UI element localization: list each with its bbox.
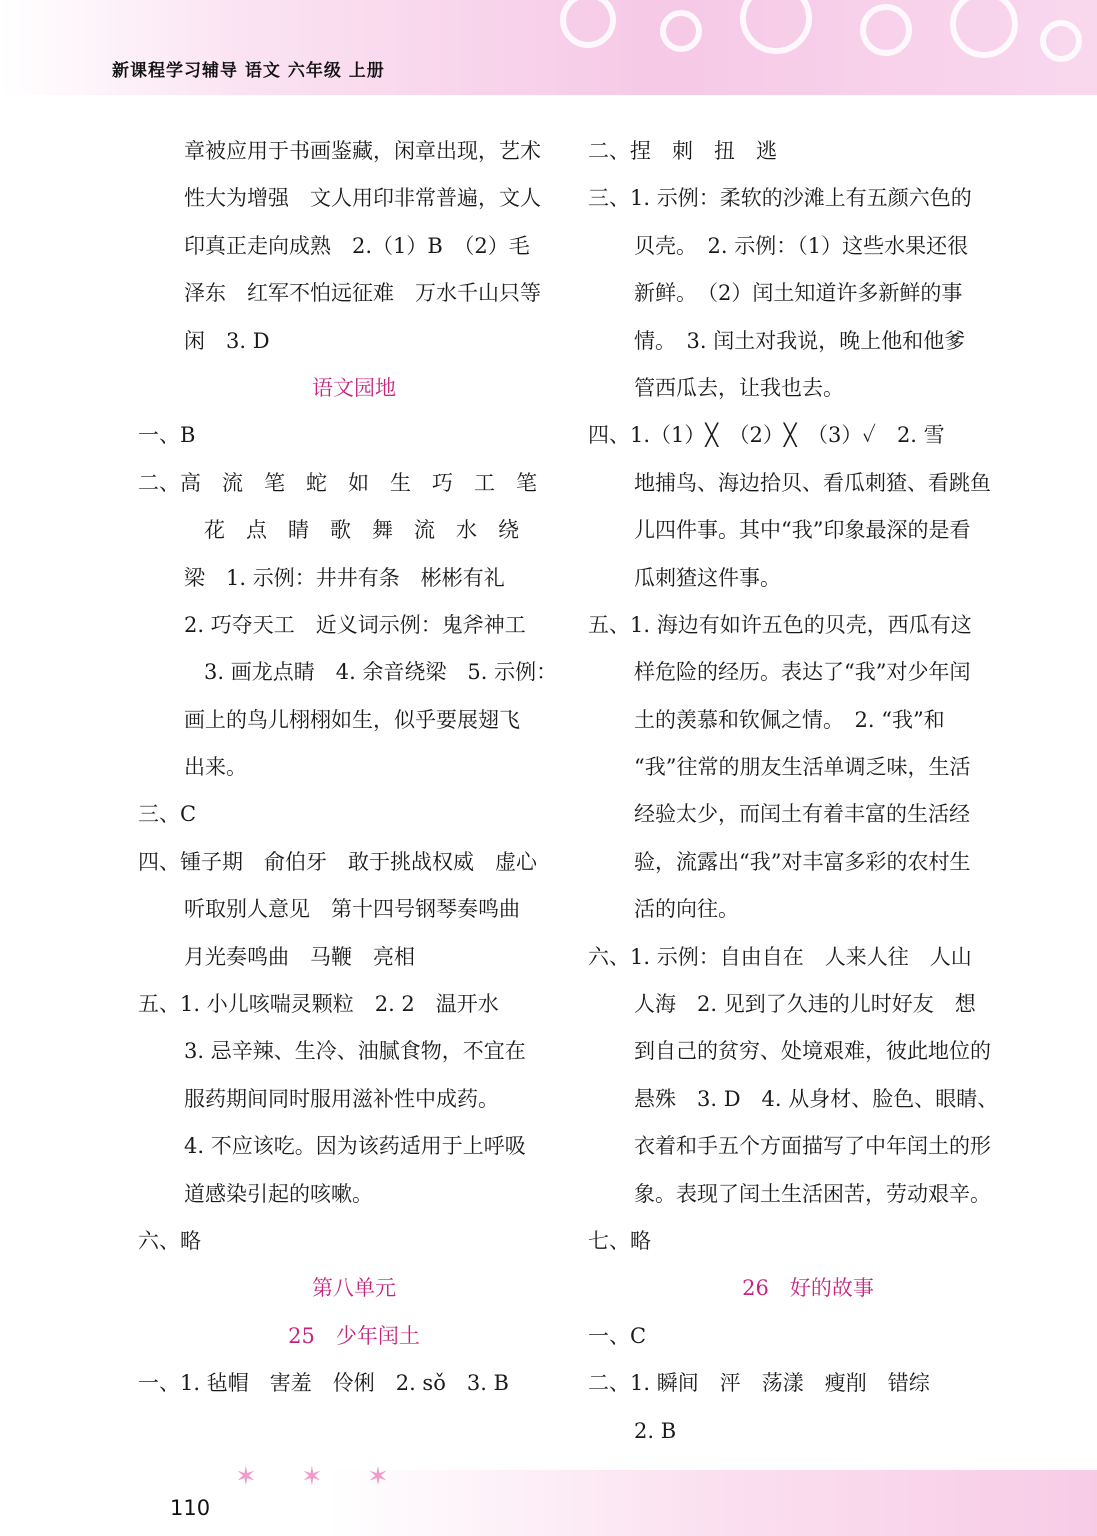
answer-line: 章被应用于书画鉴藏，闲章出现，艺术 — [184, 139, 541, 163]
decor-circle — [660, 10, 702, 52]
answer-line: 悬殊 3. D 4. 从身材、脸色、眼睛、 — [634, 1086, 999, 1111]
answer-line: 闲 3. D — [184, 328, 270, 353]
left-column — [138, 128, 570, 1408]
answer-line: 月光奏鸣曲 马鞭 亮相 — [184, 944, 415, 969]
answer-line: 瓜刺猹这件事。 — [634, 565, 781, 590]
answer-line: 四、1.（1）╳ （2）╳ （3）✓ 2. 雪 — [588, 423, 945, 448]
page-number: 110 — [170, 1496, 211, 1520]
answer-line: 土的羡慕和钦佩之情。 2. “我”和 — [634, 707, 945, 732]
answer-line: 四、锺子期 俞伯牙 敢于挑战权威 虚心 — [138, 849, 537, 874]
answer-line: 梁 1. 示例：井井有条 彬彬有礼 — [184, 565, 505, 590]
answer-line: 管西瓜去，让我也去。 — [634, 375, 844, 400]
answer-line: 三、1. 示例：柔软的沙滩上有五颜六色的 — [588, 186, 972, 211]
answer-line: 五、1. 小儿咳喘灵颗粒 2. 2 温开水 — [138, 992, 499, 1017]
answer-line: 服药期间同时服用滋补性中成药。 — [184, 1086, 499, 1111]
answer-line: 儿四件事。其中“我”印象最深的是看 — [634, 518, 971, 543]
answer-line: 六、略 — [138, 1228, 201, 1253]
decor-circle — [560, 0, 616, 48]
answer-line: 一、B — [138, 423, 196, 448]
right-column — [588, 128, 1028, 1455]
answer-line: 一、C — [588, 1323, 647, 1348]
answer-line: 2. 巧夺天工 近义词示例：鬼斧神工 — [184, 612, 526, 637]
section-heading: 25 少年闰土 — [288, 1323, 420, 1348]
answer-line: 象。表现了闰土生活困苦，劳动艰辛。 — [634, 1181, 991, 1206]
book-title: 新课程学习辅导 语文 六年级 上册 — [112, 61, 385, 81]
answer-line: 花 点 睛 歌 舞 流 水 绕 — [204, 518, 519, 543]
answer-line: 泽东 红军不怕远征难 万水千山只等 — [184, 281, 541, 306]
answer-line: 出来。 — [184, 755, 247, 780]
decor-circle — [950, 0, 1018, 58]
answer-line: 画上的鸟儿栩栩如生，似乎要展翅飞 — [184, 707, 520, 732]
answer-line: 人海 2. 见到了久违的儿时好友 想 — [634, 992, 976, 1017]
answer-line: 七、略 — [588, 1228, 651, 1253]
answer-line: 3. 忌辛辣、生冷、油腻食物，不宜在 — [184, 1039, 526, 1064]
section-heading: 26 好的故事 — [742, 1276, 874, 1301]
section-heading: 第八单元 — [312, 1276, 396, 1301]
answer-line: 到自己的贫穷、处境艰难，彼此地位的 — [634, 1039, 991, 1064]
answer-line: 道感染引起的咳嗽。 — [184, 1181, 373, 1206]
star-decoration-icon: ✶ ✶ ✶ — [235, 1462, 407, 1492]
decor-circle — [860, 4, 912, 56]
answer-line: 地捕鸟、海边拾贝、看瓜刺猹、看跳鱼 — [634, 470, 991, 495]
answer-line: 二、捏 刺 扭 逃 — [588, 139, 777, 163]
answer-line: 情。 3. 闰土对我说，晚上他和他爹 — [634, 328, 966, 353]
answer-line: 性大为增强 文人用印非常普遍，文人 — [184, 186, 541, 211]
answer-line: 二、高 流 笔 蛇 如 生 巧 工 笔 — [138, 470, 537, 495]
answer-line: 印真正走向成熟 2.（1）B （2）毛 — [184, 233, 530, 258]
answer-line: 活的向往。 — [634, 897, 739, 922]
answer-line: 二、1. 瞬间 泙 荡漾 瘦削 错综 — [588, 1371, 930, 1396]
answer-line: 贝壳。 2. 示例：（1）这些水果还很 — [634, 233, 969, 258]
answer-line: 样危险的经历。表达了“我”对少年闰 — [634, 660, 971, 685]
answer-line: 一、1. 毡帽 害羞 伶俐 2. sǒ 3. B — [138, 1371, 509, 1396]
answer-line: 验，流露出“我”对丰富多彩的农村生 — [634, 849, 971, 874]
answer-line: 六、1. 示例：自由自在 人来人往 人山 — [588, 944, 972, 969]
answer-line: 新鲜。 （2）闰土知道许多新鲜的事 — [634, 281, 963, 306]
answer-line: 五、1. 海边有如许五色的贝壳，西瓜有这 — [588, 612, 972, 637]
answer-line: 2. B — [634, 1418, 677, 1443]
answer-line: “我”往常的朋友生活单调乏味，生活 — [634, 755, 971, 780]
decor-circle — [1040, 20, 1082, 62]
answer-line: 衣着和手五个方面描写了中年闰土的形 — [634, 1134, 991, 1159]
answer-line: 3. 画龙点睛 4. 余音绕梁 5. 示例： — [204, 660, 558, 685]
section-heading: 语文园地 — [312, 375, 396, 400]
answer-line: 三、C — [138, 802, 197, 827]
footer-decoration-band — [0, 1470, 1097, 1536]
answer-line: 听取别人意见 第十四号钢琴奏鸣曲 — [184, 897, 520, 922]
answer-line: 经验太少，而闰土有着丰富的生活经 — [634, 802, 970, 827]
answer-line: 4. 不应该吃。因为该药适用于上呼吸 — [184, 1134, 526, 1159]
decor-circle — [740, 0, 812, 54]
